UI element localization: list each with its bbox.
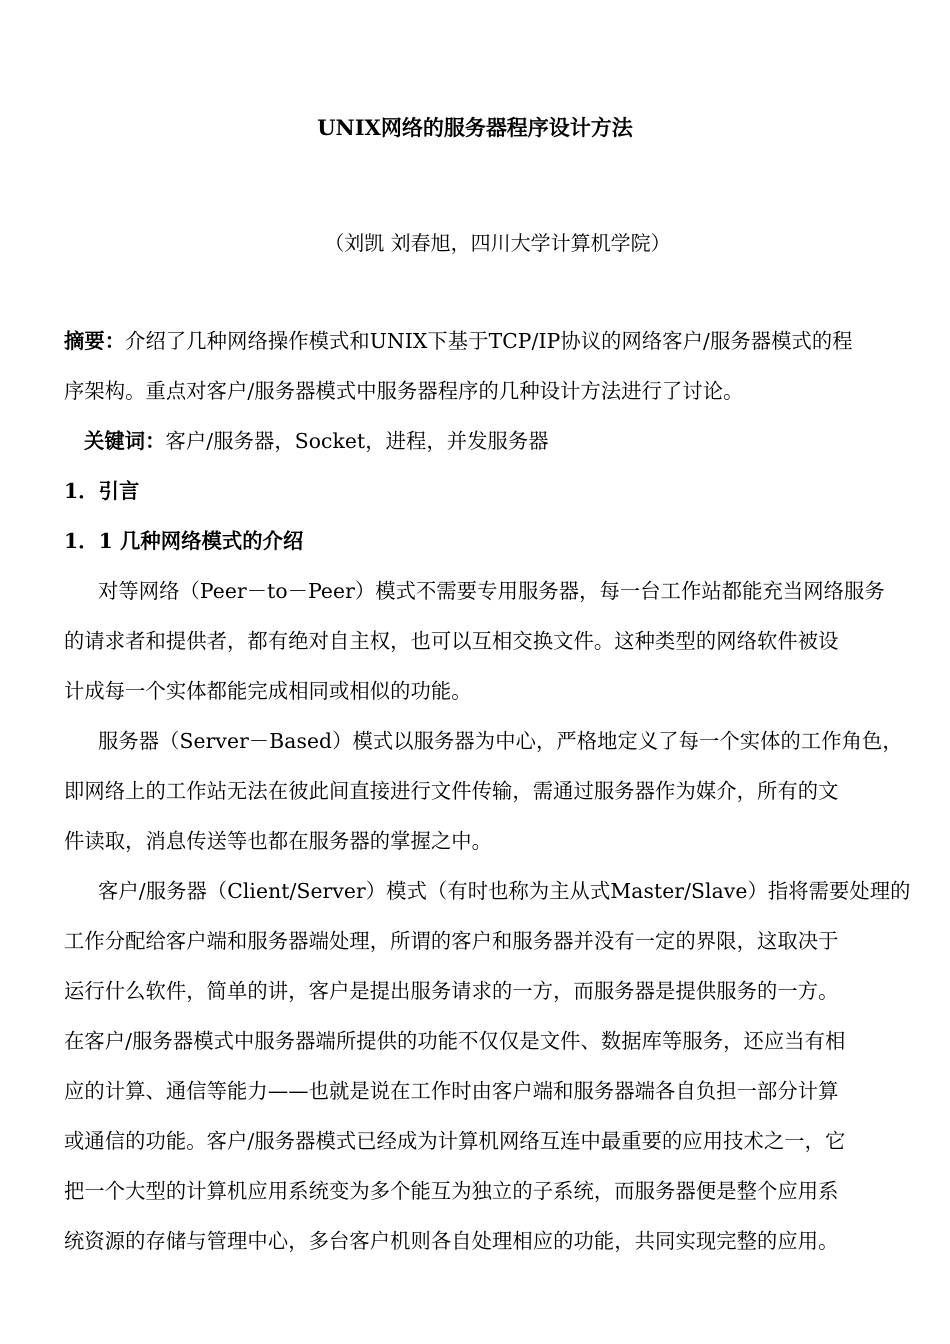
section-heading-1: 1．引言	[64, 479, 140, 503]
paragraph-3-line-6: 或通信的功能。客户/服务器模式已经成为计算机网络互连中最重要的应用技术之一，它	[64, 1129, 846, 1153]
paragraph-3-line-5: 应的计算、通信等能力——也就是说在工作时由客户端和服务器端各自负担一部分计算	[64, 1079, 839, 1103]
paragraph-3-line-8: 统资源的存储与管理中心，多台客户机则各自处理相应的功能，共同实现完整的应用。	[64, 1229, 839, 1253]
paragraph-3-line-4: 在客户/服务器模式中服务器端所提供的功能不仅仅是文件、数据库等服务，还应当有相	[64, 1029, 846, 1053]
keywords-label: 关键词：	[84, 429, 166, 453]
abstract-line-2: 序架构。重点对客户/服务器模式中服务器程序的几种设计方法进行了讨论。	[64, 379, 744, 403]
paragraph-3-line-1: 客户/服务器（Client/Server）模式（有时也称为主从式Master/Slave）指将需要处理的	[98, 879, 911, 903]
paragraph-1-line-3: 计成每一个实体都能完成相同或相似的功能。	[64, 679, 472, 703]
abstract-line-1	[64, 321, 939, 371]
paragraph-2-line-1: 服务器（Server－Based）模式以服务器为中心，严格地定义了每一个实体的工作角色，	[98, 729, 903, 753]
paragraph-1-line-2: 的请求者和提供者，都有绝对自主权，也可以互相交换文件。这种类型的网络软件被设	[64, 629, 839, 653]
author-line: （刘凯 刘春旭，四川大学计算机学院）	[324, 231, 671, 255]
document-body	[64, 321, 939, 1271]
paragraph-2-line-2: 即网络上的工作站无法在彼此间直接进行文件传输，需通过服务器作为媒介，所有的文	[64, 779, 839, 803]
paragraph-2-line-3: 件读取，消息传送等也都在服务器的掌握之中。	[64, 829, 493, 853]
paragraph-3-line-7: 把一个大型的计算机应用系统变为多个能互为独立的子系统，而服务器便是整个应用系	[64, 1179, 839, 1203]
abstract-label: 摘要：	[64, 329, 126, 353]
section-heading-1-1: 1．1 几种网络模式的介绍	[64, 529, 304, 553]
paragraph-3-line-2: 工作分配给客户端和服务器端处理，所谓的客户和服务器并没有一定的界限，这取决于	[64, 929, 839, 953]
abstract-text-1: 介绍了几种网络操作模式和UNIX下基于TCP/IP协议的网络客户/服务器模式的程	[125, 329, 853, 353]
paragraph-1-line-1: 对等网络（Peer－to－Peer）模式不需要专用服务器，每一台工作站都能充当网络服务	[98, 579, 885, 603]
paragraph-3-line-3: 运行什么软件，简单的讲，客户是提出服务请求的一方，而服务器是提供服务的一方。	[64, 979, 839, 1003]
keywords-line	[64, 421, 939, 471]
keywords-text: 客户/服务器，Socket，进程，并发服务器	[165, 429, 549, 453]
document-title: UNIX网络的服务器程序设计方法	[317, 115, 633, 140]
